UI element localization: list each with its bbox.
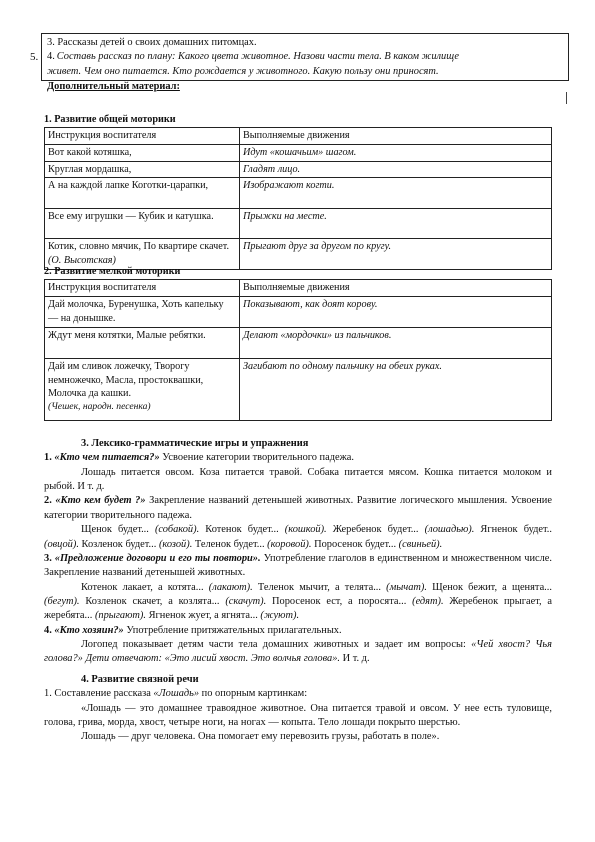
task-item-4-text: Составь рассказ по плану: Какого цвета животное. Назови части тела. В каком жилище	[56, 51, 459, 63]
example-text: Теленок мычит, а телята...	[252, 581, 387, 593]
game-2-number: 2.	[44, 495, 52, 507]
game-2-examples	[44, 523, 552, 552]
table-cell-movement: Загибают по одному пальчику на обеих руках.	[240, 358, 552, 420]
example-text: Козленок скачет, а козлята...	[79, 595, 226, 607]
example-text: Котенок лакает, а котята...	[81, 581, 209, 593]
example-answer: (жуют).	[260, 610, 300, 622]
game-3-description: Употребление глаголов в единственном и множественном числе. Закрепление названий детенышей животных.	[44, 552, 553, 579]
example-answer: (прыгают).	[94, 610, 146, 622]
task-item-4	[47, 50, 563, 64]
example-answer: (собакой).	[154, 524, 200, 536]
example-text: Козленок будет...	[78, 538, 159, 550]
example-answer: (козой).	[158, 538, 193, 550]
game-1-text: Лошадь питается овсом. Коза питается травой. Собака питается мясом. Кошка питается молоком и рыбой. И т. д.	[44, 466, 552, 493]
instruction-text: Котик, словно мячик, По квартире скачет.	[48, 241, 230, 253]
example-answer: (бегут).	[44, 595, 80, 607]
game-4-description: Употребление притяжательных прилагательных.	[126, 624, 342, 636]
example-answer: (едят).	[412, 595, 444, 607]
section-4	[44, 673, 552, 745]
table-cell-instruction: Дай молочка, Буренушка, Хоть капельку — на донышке.	[45, 296, 240, 327]
game-3-intro	[44, 552, 552, 581]
example-answer: (лошадью).	[424, 524, 475, 536]
table-cell-instruction: Ждут меня котятки, Малые ребятки.	[45, 327, 240, 358]
task-item-4-number: 4.	[47, 51, 55, 63]
game-1-name: «Кто чем питается?»	[54, 452, 160, 464]
table-cell-movement: Гладят лицо.	[240, 161, 552, 178]
example-answer: (лакают).	[208, 581, 253, 593]
game-4-text	[44, 638, 552, 667]
example-text: Поросенок будет...	[311, 538, 399, 550]
game-4-number: 4.	[44, 624, 52, 636]
table-cell-movement: Показывают, как доят корову.	[240, 296, 552, 327]
section-4-title: 4. Развитие связной речи	[81, 674, 199, 685]
example-answer: (скачут).	[225, 595, 267, 607]
section-1-title: 1. Развитие общей моторики	[44, 114, 176, 125]
story-paragraph-1: «Лошадь — это домашнее травоядное животное. Она питается травой и овсом. У нее есть туловище, голова, грива, морда, хвост, четыре ноги, на ногах — копыта. Тело лошади покрыто шерстью.	[44, 702, 552, 729]
story-task-text-end: по опорным картинкам:	[199, 688, 308, 700]
text-cursor-mark	[566, 92, 567, 104]
example-text: а ягнята...	[214, 610, 261, 622]
game-1-description: Усвоение категории творительного падежа.	[162, 452, 355, 464]
example-text: Щенок будет...	[81, 524, 155, 536]
extra-material-heading: Дополнительный материал:	[47, 81, 180, 92]
task-item-3: 3. Рассказы детей о своих домашних питомцах.	[47, 37, 257, 48]
poem-source: (О. Высотская)	[48, 255, 116, 267]
table-cell-instruction: Все ему игрушки — Кубик и катушка.	[45, 209, 240, 239]
table-header-instruction: Инструкция воспитателя	[45, 128, 240, 145]
game-2-intro	[44, 494, 552, 523]
game-4-intro	[44, 624, 552, 638]
table-header-movements: Выполняемые движения	[240, 128, 552, 145]
game-4-questions: «Чей хвост? Чья голова?» Дети отвечают: «Это лисий хвост. Это волчья голова».	[44, 639, 552, 665]
example-answer: (кошкой).	[284, 524, 327, 536]
example-answer: (свиньей).	[398, 538, 443, 550]
story-task-text: 1. Составление рассказа	[44, 688, 154, 700]
fine-motor-table	[44, 279, 552, 421]
table-cell-instruction	[45, 358, 240, 420]
game-3-name: «Предложение договори и его ты повтори».	[54, 552, 261, 564]
task-list-box	[41, 33, 569, 81]
section-3-title: 3. Лексико-грамматические игры и упражнения	[81, 438, 309, 449]
table-cell-instruction: Вот какой котяшка,	[45, 144, 240, 161]
game-2-description: Закрепление названий детенышей животных. Развитие логического мышления. Усвоение категории творительного падежа.	[44, 495, 552, 521]
example-text: Щенок бежит, а щенята...	[426, 581, 552, 593]
table-cell-movement: Прыжки на месте.	[240, 209, 552, 239]
game-2-name: «Кто кем будет ?»	[55, 495, 146, 507]
game-4-name: «Кто хозяин?»	[54, 624, 124, 636]
example-text: Теленок будет...	[192, 538, 268, 550]
story-paragraph-2: Лошадь — друг человека. Она помогает ему перевозить грузы, работать в поле».	[81, 731, 440, 743]
example-answer: (коровой).	[267, 538, 312, 550]
story-task-title: «Лошадь»	[153, 688, 200, 700]
game-3-number: 3.	[44, 552, 52, 564]
table-header-movements: Выполняемые движения	[240, 280, 552, 297]
game-4-instruction: Логопед показывает детям части тела домашних животных и задает им вопросы:	[81, 639, 472, 651]
gross-motor-table	[44, 127, 552, 270]
example-text: Жеребенок прыгает, а жеребята...	[44, 595, 552, 622]
game-1-intro	[44, 451, 552, 465]
story-task	[44, 687, 552, 701]
section-2-title: 2. Развитие мелкой моторики	[44, 266, 181, 277]
table-cell-instruction: Круглая мордашка,	[45, 161, 240, 178]
task-item-4-continued	[47, 65, 563, 79]
task-item-5-number: 5.	[30, 51, 39, 63]
section-3	[44, 437, 552, 667]
example-text: Ягненок жует,	[145, 610, 215, 622]
task-item-4-text-continued: живет. Чем оно питается. Кто рождается у животного. Какую пользу они приносят.	[47, 65, 439, 77]
instruction-text: Дай им сливок ложечку, Творогу немножечко, Масла, простоквашки, Молочка да кашки.	[48, 360, 204, 400]
table-cell-movement: Прыгают друг за другом по кругу.	[240, 239, 552, 270]
table-cell-movement: Изображают когти.	[240, 178, 552, 209]
example-answer: (овцой).	[44, 538, 79, 550]
example-text: Котенок будет...	[199, 524, 285, 536]
game-4-ending: И т. д.	[340, 653, 370, 665]
table-header-instruction: Инструкция воспитателя	[45, 280, 240, 297]
game-1-number: 1.	[44, 452, 52, 464]
example-text: Ягненок будет..	[474, 524, 552, 536]
example-answer: (мычат).	[386, 581, 427, 593]
song-source: (Чешек, народн. песенка)	[48, 401, 151, 413]
example-text: Поросенок ест, а поросята...	[266, 595, 413, 607]
table-cell-instruction: А на каждой лапке Коготки-царапки,	[45, 178, 240, 209]
game-3-examples	[44, 581, 552, 624]
table-cell-movement: Идут «кошачьим» шагом.	[240, 144, 552, 161]
example-text: Жеребенок будет...	[326, 524, 425, 536]
table-cell-movement: Делают «мордочки» из пальчиков.	[240, 327, 552, 358]
